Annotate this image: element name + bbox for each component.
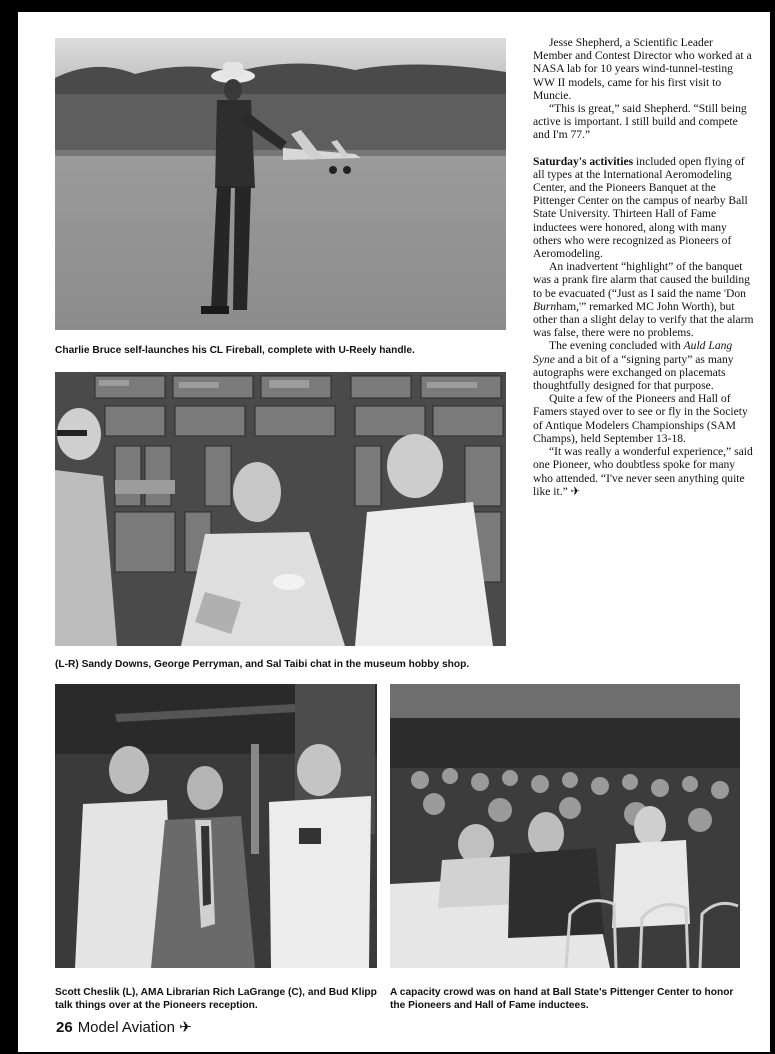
caption-hobby-shop: (L-R) Sandy Downs, George Perryman, and Sal Taibi chat in the museum hobby shop.	[55, 659, 470, 670]
caption-reception: Scott Cheslik (L), AMA Librarian Rich LaGrange (C), and Bud Klipp talk things over at the Pioneers reception.	[55, 987, 377, 1011]
article-text: ham,'” remarked MC John Worth), but other than a slight delay to verify that the alarm was false, there were no problems.	[533, 299, 754, 340]
article-text: included open flying of all types at the International Aeromodeling Center, and the Pioneers Banquet at the Pittenger Center on the campus of nearby Ball State University. Thirteen Hall of Fame inductees were honored, along with many others who were recognized as Pioneers of Aeromodeling.	[533, 154, 748, 261]
article-paragraph: Jesse Shepherd, a Scientific Leader Member and Contest Director who worked at a NASA lab for 10 years wind-tunnel-testing WW II models, came for his first visit to Muncie.	[533, 36, 752, 102]
article-italic: Auld Lang Syne	[533, 339, 733, 366]
page-number: 26	[56, 1019, 73, 1036]
caption-field-launch: Charlie Bruce self-launches his CL Fireball, complete with U-Reely handle.	[55, 345, 415, 356]
reception-image	[55, 684, 377, 968]
photo-banquet-crowd	[390, 684, 740, 968]
page-footer	[56, 1018, 192, 1036]
article-paragraph: Quite a few of the Pioneers and Hall of Famers stayed over to see or fly in the Society of Antique Modelers Championships (SAM Champs), held September 13-18.	[533, 392, 748, 445]
article-paragraph	[533, 260, 755, 339]
photo-reception	[55, 684, 377, 968]
article-paragraph	[533, 155, 755, 261]
photo-field-launch	[55, 38, 506, 330]
article-text: An inadvertent “highlight” of the banquet was a prank fire alarm that caused the building to be evacuated (“Just as I said the name 'Don	[533, 260, 750, 300]
article-paragraph: “It was really a wonderful experience,” said one Pioneer, who doubtless spoke for many who attended. “I've never seen anything quite like it.” ✈	[533, 445, 753, 498]
article-italic: Burn	[533, 299, 557, 313]
banquet-crowd-image	[390, 684, 740, 968]
magazine-page	[18, 12, 770, 1052]
article-paragraph: “This is great,” said Shepherd. “Still being active is important. I still build and compete and I'm 77.”	[533, 102, 747, 142]
magazine-name: Model Aviation ✈	[77, 1019, 192, 1036]
run-in-heading: Saturday's activities	[533, 154, 634, 168]
caption-banquet-crowd: A capacity crowd was on hand at Ball State's Pittenger Center to honor the Pioneers and Hall of Fame inductees.	[390, 987, 734, 1011]
article-column	[533, 36, 755, 498]
field-launch-image	[55, 38, 506, 330]
hobby-shop-image	[55, 372, 506, 646]
article-text: and a bit of a “signing party” as many autographs were exchanged on placemats thoughtfully designed for that purpose.	[533, 352, 734, 393]
article-paragraph	[533, 339, 755, 392]
article-text: The evening concluded with	[549, 339, 684, 353]
photo-hobby-shop	[55, 372, 506, 646]
